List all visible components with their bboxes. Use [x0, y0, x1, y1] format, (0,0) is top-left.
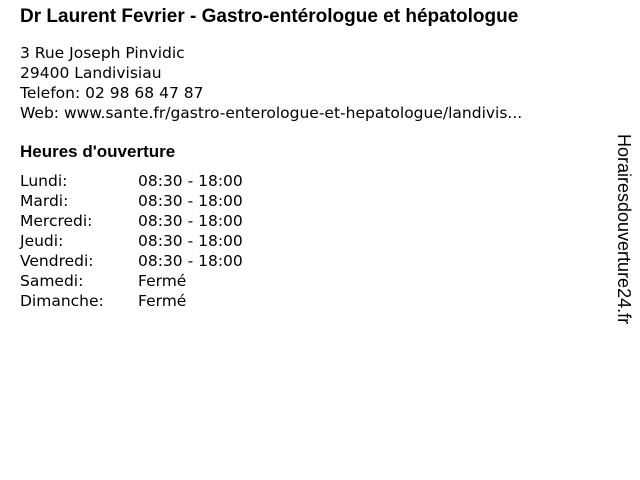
website-link[interactable]: Web: www.sante.fr/gastro-enterologue-et-hepatologue/landivis... [20, 104, 523, 122]
hours-row [20, 231, 610, 251]
city-postcode: 29400 Landivisiau [20, 64, 162, 82]
day-hours: Fermé [138, 292, 187, 310]
day-label: Lundi: [20, 172, 68, 190]
day-label: Mardi: [20, 192, 69, 210]
opening-hours-heading: Heures d'ouverture [20, 142, 176, 161]
listing-card [20, 6, 610, 311]
hours-row [20, 251, 610, 271]
day-label: Vendredi: [20, 252, 94, 270]
page-title: Dr Laurent Fevrier - Gastro-entérologue et hépatologue [20, 6, 519, 27]
site-brand-vertical: Horairesdouverture24.fr [614, 134, 634, 325]
day-label: Jeudi: [20, 232, 64, 250]
phone-number: Telefon: 02 98 68 47 87 [20, 84, 204, 102]
day-hours: 08:30 - 18:00 [138, 232, 243, 250]
day-hours: 08:30 - 18:00 [138, 212, 243, 230]
hours-row [20, 291, 610, 311]
hours-row [20, 171, 610, 191]
day-label: Mercredi: [20, 212, 93, 230]
day-label: Samedi: [20, 272, 84, 290]
day-hours: Fermé [138, 272, 187, 290]
street-address: 3 Rue Joseph Pinvidic [20, 44, 185, 62]
opening-hours-table [20, 171, 610, 311]
day-hours: 08:30 - 18:00 [138, 192, 243, 210]
address-block [20, 43, 610, 123]
day-hours: 08:30 - 18:00 [138, 252, 243, 270]
hours-row [20, 191, 610, 211]
day-hours: 08:30 - 18:00 [138, 172, 243, 190]
hours-row [20, 271, 610, 291]
hours-row [20, 211, 610, 231]
day-label: Dimanche: [20, 292, 104, 310]
